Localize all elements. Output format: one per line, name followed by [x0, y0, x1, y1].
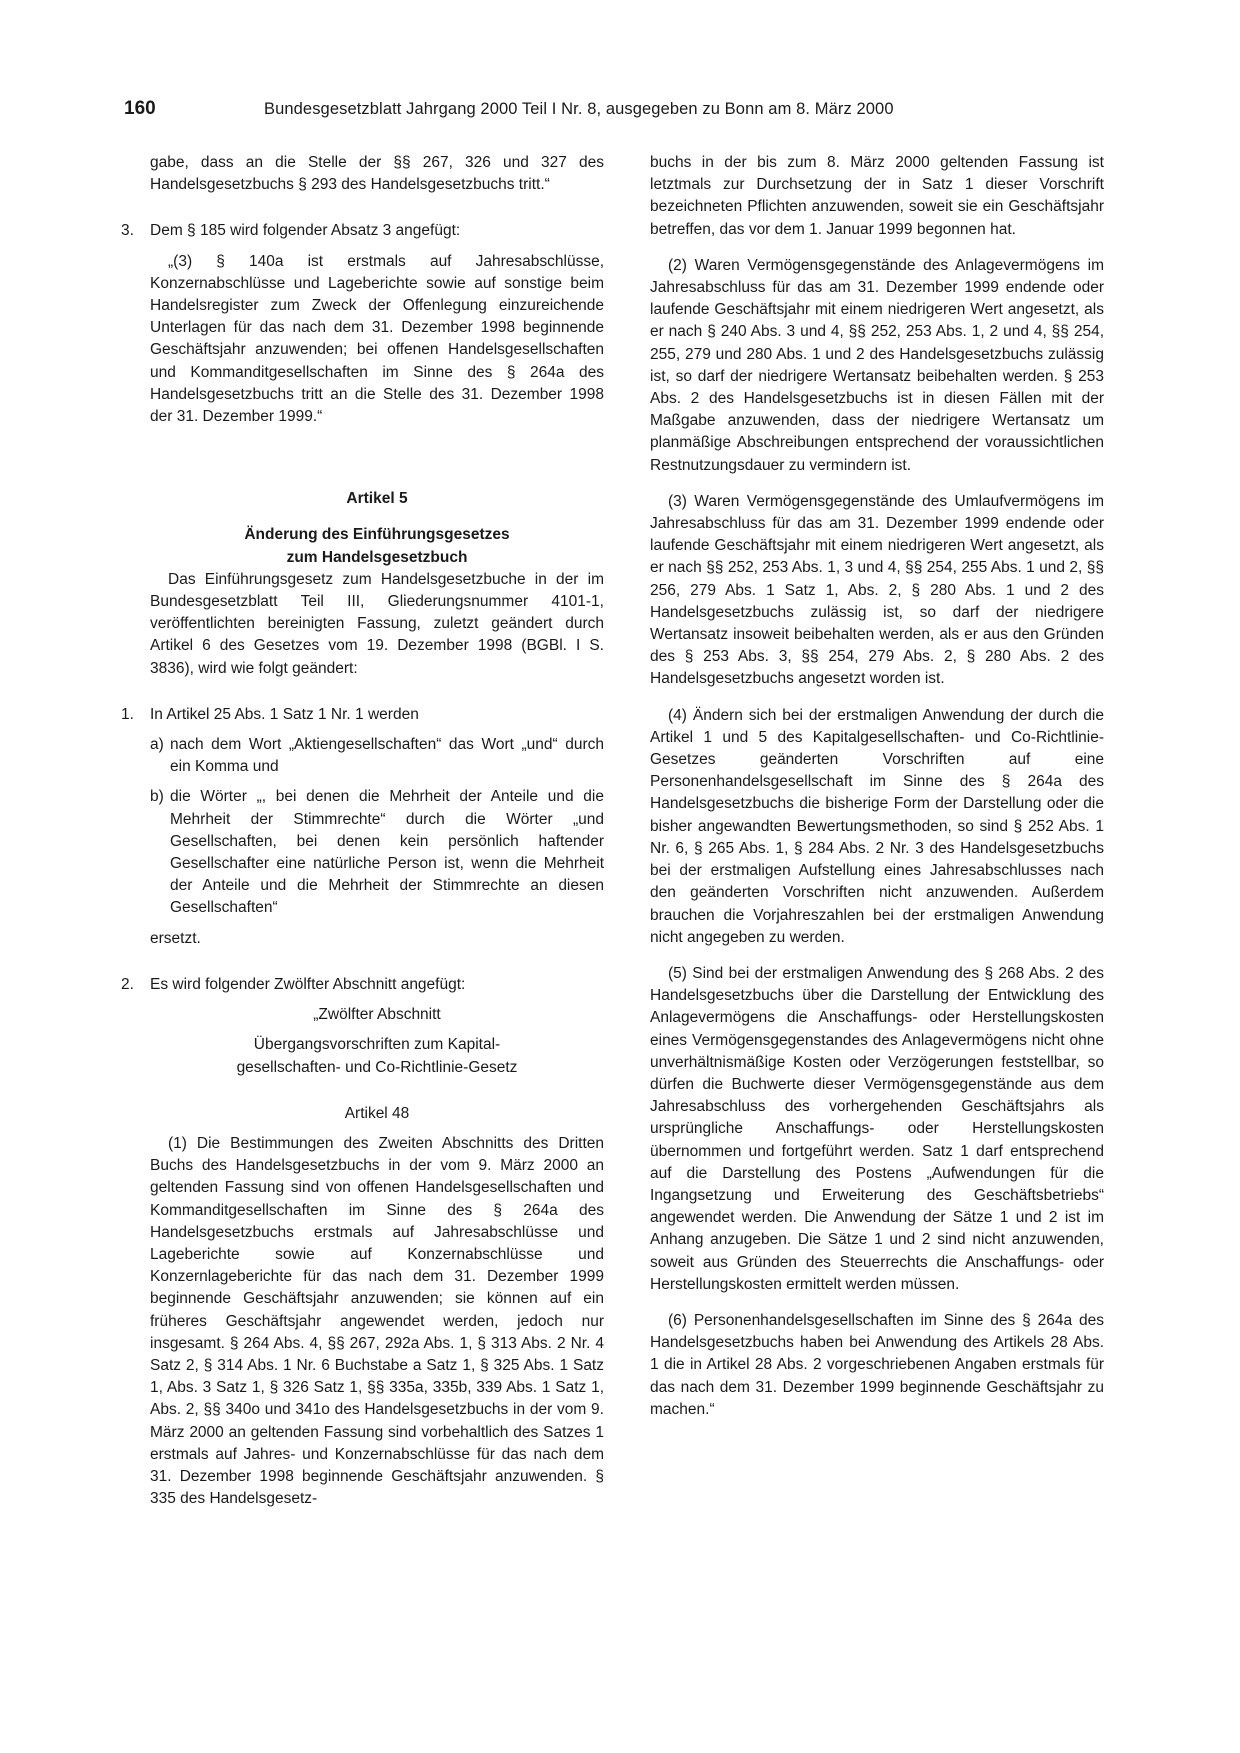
item-text: In Artikel 25 Abs. 1 Satz 1 Nr. 1 werden	[150, 705, 419, 723]
item-number: 3.	[121, 222, 134, 240]
page-header	[124, 98, 1124, 128]
paragraph-6: (6) Personenhandelsgesellschaften im Sinne des § 264a des Handelsgesetzbuchs haben bei Anwendung des Artikels 28 Abs. 1 die in Artikel 28 Abs. 2 vorgeschriebenen Angaben erstmals für das nach dem 31. Dezember 1999 beginnende Geschäftsjahr zu machen.“	[650, 1311, 1104, 1418]
item-text: Es wird folgender Zwölfter Abschnitt angefügt:	[150, 975, 466, 993]
section-title: „Zwölfter Abschnitt	[313, 1006, 441, 1024]
article-intro: Das Einführungsgesetz zum Handelsgesetzbuche in der im Bundesgesetzblatt Teil III, Gliederungsnummer 4101-1, veröffentlichten bereinigten Fassung, zuletzt geändert durch Artikel 6 des Gesetzes vom 19. Dezember 1998 (BGBl. I S. 3836), wird wie folgt geändert:	[150, 570, 604, 677]
sub-item-text: die Wörter „, bei denen die Mehrheit der Anteile und die Mehrheit der Stimmrechte“ durch die Wörter „und Gesellschaften, bei denen kein persönlich haftender Gesellschafter eine natürliche Person ist, wenn die Mehrheit der Anteile und die Mehrheit der Stimmrechte an diesen Gesellschaften“	[170, 788, 604, 917]
article-title-line-2: zum Handelsgesetzbuch	[286, 548, 468, 566]
ersetzt-line: ersetzt.	[150, 929, 201, 947]
item-number: 2.	[121, 975, 134, 993]
running-head: Bundesgesetzblatt Jahrgang 2000 Teil I Nr. 8, ausgegeben zu Bonn am 8. März 2000	[264, 100, 894, 118]
paragraph-2: (2) Waren Vermögensgegenstände des Anlagevermögens im Jahresabschluss für das am 31. Dezember 1999 endende oder laufende Geschäftsjahr mit einem niedrigeren Wert angesetzt, als er nach § 240 Abs. 3 und 4, §§ 252, 253 Abs. 1, 2 und 4, §§ 254, 255, 279 und 280 Abs. 1 und 2 des Handelsgesetzbuchs zulässig ist, so darf der niedrigere Wertansatz beibehalten werden. § 253 Abs. 2 des Handelsgesetzbuchs ist in diesen Fällen mit der Maßgabe anzuwenden, dass der niedrigere Wertansatz um planmäßige Abschreibungen entsprechend der voraussichtlichen Restnutzungsdauer zu vermindern ist.	[650, 256, 1104, 474]
paragraph-5: (5) Sind bei der erstmaligen Anwendung des § 268 Abs. 2 des Handelsgesetzbuchs über die Darstellung der Entwicklung des Anlagevermögens die Anschaffungs- oder Herstellungskosten eines Vermögensgegenstandes des Anlagevermögens nicht ohne unverhältnismäßige Kosten oder Verzögerungen feststellbar, so dürfen die Buchwerte dieser Vermögensgegenstände aus dem Jahresabschluss des vorhergehenden Geschäftsjahrs als ursprüngliche Anschaffungs- oder Herstellungskosten übernommen und fortgeführt werden. Satz 1 darf entsprechend auf die Darstellung des Postens „Aufwendungen für die Ingangsetzung und Erweiterung des Geschäftsbetriebs“ angewendet werden. Die Anwendung der Sätze 1 und 2 ist im Anhang anzugeben. Die Sätze 1 und 2 sind nicht anzuwenden, soweit aus Gründen des Steuerrechts die Anschaffungs- oder Herstellungskosten ermittelt werden müssen.	[650, 964, 1104, 1293]
article-48-paragraph-1: (1) Die Bestimmungen des Zweiten Abschnitts des Dritten Buchs des Handelsgesetzbuchs in der vom 9. März 2000 an geltenden Fassung sind von offenen Handelsgesellschaften und Kommanditgesellschaften im Sinne des § 264a des Handelsgesetzbuchs erstmals auf Jahresabschlüsse und Lageberichte sowie auf Konzernabschlüsse und Konzernlageberichte für das nach dem 31. Dezember 1999 beginnende Geschäftsjahr anzuwenden; sie können auf ein früheres Geschäftsjahr angewendet werden, jedoch nur insgesamt. § 264 Abs. 4, §§ 267, 292a Abs. 1, § 313 Abs. 2 Nr. 4 Satz 2, § 314 Abs. 1 Nr. 6 Buchstabe a Satz 1, § 325 Abs. 1 Satz 1, Abs. 3 Satz 1, § 326 Satz 1, §§ 335a, 335b, 339 Abs. 1 Satz 1, Abs. 2, §§ 340o und 341o des Handelsgesetzbuchs in der vom 9. März 2000 an geltenden Fassung sind vorbehaltlich des Satzes 1 erstmals auf Jahres- und Konzernabschlüsse für das nach dem 31. Dezember 1998 beginnende Geschäftsjahr anzuwenden. § 335 des Handelsgesetz-	[150, 1134, 604, 1508]
list-item-3	[121, 220, 604, 428]
item-number: 1.	[121, 705, 134, 723]
sub-item-text: nach dem Wort „Aktiengesellschaften“ das Wort „und“ durch ein Komma und	[170, 736, 604, 776]
item-text: Dem § 185 wird folgender Absatz 3 angefügt:	[150, 222, 461, 240]
list-item-1	[121, 704, 604, 950]
article-title-line-1: Änderung des Einführungsgesetzes	[244, 526, 510, 544]
sub-item-b	[150, 786, 604, 919]
paragraph-4: (4) Ändern sich bei der erstmaligen Anwendung der durch die Artikel 1 und 5 des Kapitalgesellschaften- und Co-Richtlinie-Gesetzes geänderten Vorschriften auf eine Personenhandelsgesellschaft im Sinne des § 264a des Handelsgesetzbuchs die bisherige Form der Darstellung oder die bisher angewandten Bewertungsmethoden, so sind § 252 Abs. 1 Nr. 6, § 265 Abs. 1, § 284 Abs. 2 Nr. 3 des Handelsgesetzbuchs bei der erstmaligen Aufstellung eines Jahresabschlusses nach den geänderten Vorschriften nicht anzuwenden. Außerdem brauchen die Vorjahreszahlen bei der erstmaligen Anwendung nicht angegeben zu werden.	[650, 706, 1104, 946]
continued-paragraph: buchs in der bis zum 8. März 2000 geltenden Fassung ist letztmals zur Durchsetzung der in Satz 1 dieser Vorschrift bezeichneten Pflichten anzuwenden, soweit sie ein Geschäftsjahr betreffen, das vor dem 1. Januar 1999 begonnen hat.	[650, 154, 1104, 238]
section-subtitle-line-1: Übergangsvorschriften zum Kapital-	[253, 1036, 501, 1054]
quoted-amendment: „(3) § 140a ist erstmals auf Jahresabschlüsse, Konzernabschlüsse und Lageberichte sowie auf sonstige beim Handelsregister zum Zweck der Offenlegung einzureichende Unterlagen für das nach dem 31. Dezember 1998 beginnende Geschäftsjahr anzuwenden; bei offenen Handelsgesellschaften und Kommanditgesellschaften im Sinne des § 264a des Handelsgesetzbuchs tritt an die Stelle des 31. Dezember 1998 der 31. Dezember 1999.“	[150, 252, 604, 426]
continued-paragraph: gabe, dass an die Stelle der §§ 267, 326 und 327 des Handelsgesetzbuchs § 293 des Handelsgesetzbuchs tritt.“	[150, 154, 604, 194]
article-48-label: Artikel 48	[344, 1104, 410, 1122]
sub-item-letter: b)	[150, 788, 164, 806]
sub-item-letter: a)	[150, 736, 164, 754]
article-label: Artikel 5	[346, 490, 408, 508]
sub-item-a	[150, 734, 604, 778]
list-item-2	[121, 974, 604, 1510]
right-column	[650, 152, 1104, 1421]
section-subtitle-line-2: gesellschaften- und Co-Richtlinie-Gesetz	[236, 1058, 518, 1076]
page-number: 160	[124, 98, 156, 119]
left-column	[121, 152, 604, 1510]
article-heading	[150, 488, 604, 569]
paragraph-3: (3) Waren Vermögensgegenstände des Umlaufvermögens im Jahresabschluss für das am 31. Dezember 1999 endende oder laufende Geschäftsjahr mit einem niedrigeren Wert angesetzt, als er nach §§ 252, 253 Abs. 1, 3 und 4, §§ 254, 255 Abs. 1 und 2, §§ 256, 279 Abs. 1 Satz 1, Abs. 2, § 280 Abs. 1 und 2 des Handelsgesetzbuchs zulässig ist, so darf der niedrigere Wertansatz insoweit beibehalten werden, als er aus den Gründen des § 253 Abs. 3, §§ 254, 279 Abs. 2, § 280 Abs. 2 des Handelsgesetzbuchs angesetzt worden ist.	[650, 492, 1104, 688]
